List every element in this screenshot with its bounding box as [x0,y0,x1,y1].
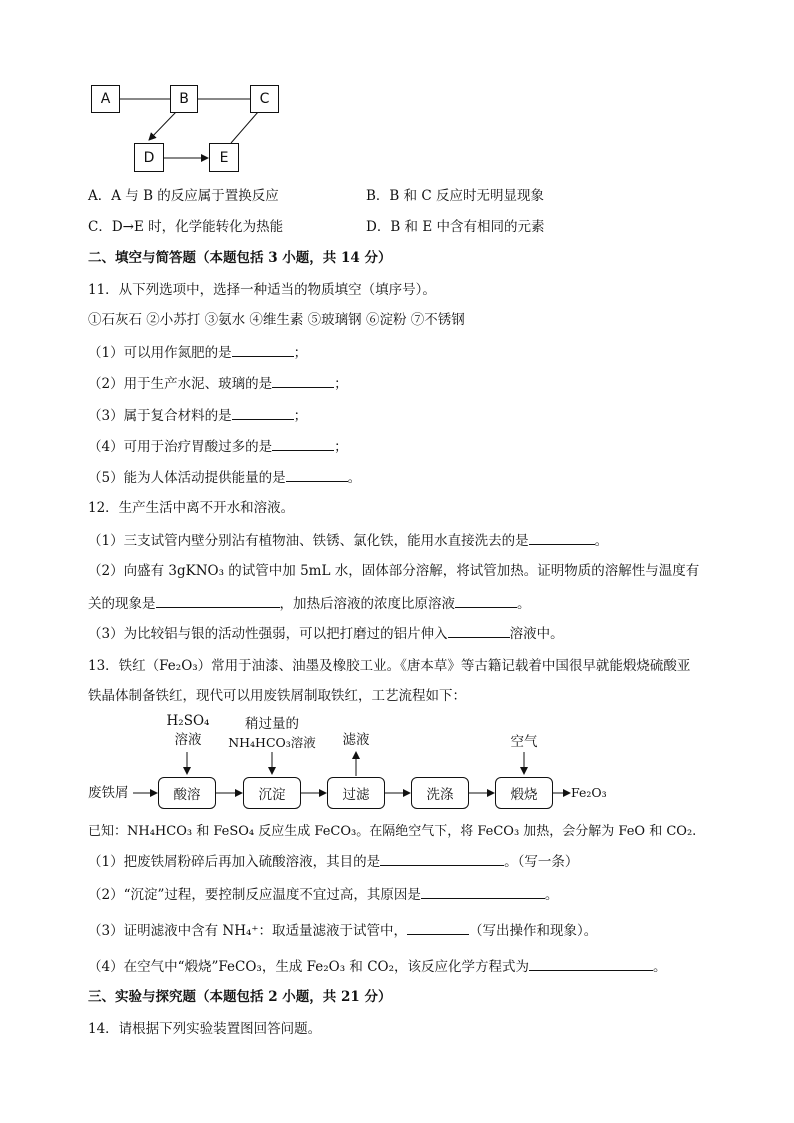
q11-item-4-end: ； [334,439,348,455]
q12-part-1-text: （1）三支试管内壁分别沾有植物油、铁锈、氯化铁，能用水直接洗去的是 [88,533,529,549]
q13-part-1-end: 。（写一条） [504,854,579,870]
node-a: A [91,85,120,113]
node-e: E [209,143,239,172]
q13-part-4-text: （4）在空气中“煅烧”FeCO₃，生成 Fe₂O₃ 和 CO₂，该反应化学方程式为 [88,959,530,975]
q12-part-2-end: 。 [517,596,531,612]
q13-part-3-end: （写出操作和现象）。 [469,923,598,939]
q12-part-2-line1: （2）向盛有 3gKNO₃ 的试管中加 5mL 水，固体部分溶解，将试管加热。证明物质的溶解性与温度有 [88,563,700,579]
q11-item-1-text: （1）可以用作氮肥的是 [88,345,232,361]
q11-item-1-end: ； [293,345,308,361]
q14-stem: 14．请根据下列实验装置图回答问题。 [88,1021,322,1037]
flow-reagent2-line1: 稍过量的 [245,716,299,732]
q13-part-3-text: （3）证明滤液中含有 NH₄⁺：取适量滤液于试管中， [88,923,408,939]
flow-step-filter: 过滤 [327,777,385,809]
q11-item-5-text: （5）能为人体活动提供能量的是 [88,470,286,486]
section2-title: 二、填空与简答题（本题包括 3 小题，共 14 分） [88,250,392,266]
q13-stem-line1: 13．铁红（Fe₂O₃）常用于油漆、油墨及橡胶工业。《唐本草》等古籍记载着中国很早就能煅烧硫酸亚 [88,658,691,674]
q11-item-4-text: （4）可用于治疗胃酸过多的是 [88,439,273,455]
flow-air-label: 空气 [510,734,538,750]
q13-part-4-end: 。 [653,959,667,975]
q13-answer-3-blank[interactable] [407,920,469,935]
section3-title: 三、实验与探究题（本题包括 2 小题，共 21 分） [88,989,392,1005]
option-d: D．B 和 E 中含有相同的元素 [366,219,545,235]
flow-step-precipitate: 沉淀 [243,777,301,809]
flow-filtrate-label: 滤液 [342,732,370,748]
q13-part-2-text: （2）“沉淀”过程，要控制反应温度不宜过高，其原因是 [88,887,421,903]
q11-item-2-end: ； [334,376,348,392]
option-a: A．A 与 B 的反应属于置换反应 [88,188,279,204]
q13-part-1-text: （1）把废铁屑粉碎后再加入硫酸溶液，其目的是 [88,854,381,870]
q12-part-1-end: 。 [594,533,609,549]
q13-answer-1-blank[interactable] [380,851,504,866]
flow-step-wash: 洗涤 [411,777,469,809]
q12-part-3-end: 溶液中。 [509,626,564,642]
q12-part-3-text: （3）为比较铝与银的活动性强弱，可以把打磨过的铝片伸入 [88,626,448,642]
q13-part-2 [88,884,558,905]
q11-stem: 11．从下列选项中，选择一种适当的物质填空（填序号）。 [88,282,436,298]
flow-output-label: Fe₂O₃ [571,785,607,800]
q11-options: ①石灰石 ②小苏打 ③氨水 ④维生素 ⑤玻璃钢 ⑥淀粉 ⑦不锈钢 [88,312,465,328]
q13-part-4 [88,956,667,977]
q13-part-2-end: 。 [544,887,559,903]
q13-answer-4-blank[interactable] [529,956,653,971]
flow-reagent1-line2: 溶液 [174,732,202,748]
flow-reagent1-line1: H₂SO₄ [166,713,210,729]
flow-reagent2-line2: NH₄HCO₃溶液 [228,735,316,750]
q13-part-3 [88,920,597,941]
q13-stem-line2: 铁晶体制备铁红，现代可以用废铁屑制取铁红，工艺流程如下： [88,688,466,704]
option-b: B．B 和 C 反应时无明显现象 [366,188,545,204]
q13-known: 已知：NH₄HCO₃ 和 FeSO₄ 反应生成 FeCO₃。在隔绝空气下，将 FeCO₃ 加热，会分解为 FeO 和 CO₂. [88,824,697,839]
flow-step-acid-dissolve: 酸溶 [158,777,216,809]
flow-input-label: 废铁屑 [88,785,129,801]
q11-item-3-end: ； [293,408,308,424]
node-d: D [134,143,164,172]
q11-item-5-end: 。 [347,470,362,486]
q11-item-3-text: （3）属于复合材料的是 [88,408,232,424]
q12-part-2-text-a: 关的现象是 [88,596,156,612]
q13-answer-2-blank[interactable] [421,884,545,899]
node-c: C [250,85,279,113]
option-c: C．D→E 时，化学能转化为热能 [88,219,284,235]
q12-stem: 12．生产生活中离不开水和溶液。 [88,500,295,516]
q11-item-2-text: （2）用于生产水泥、玻璃的是 [88,376,273,392]
q13-part-1 [88,851,578,872]
flow-step-calcine: 煅烧 [495,777,553,809]
node-b: B [170,85,198,113]
q12-part-2-text-b: ，加热后溶液的浓度比原溶液 [279,596,455,612]
